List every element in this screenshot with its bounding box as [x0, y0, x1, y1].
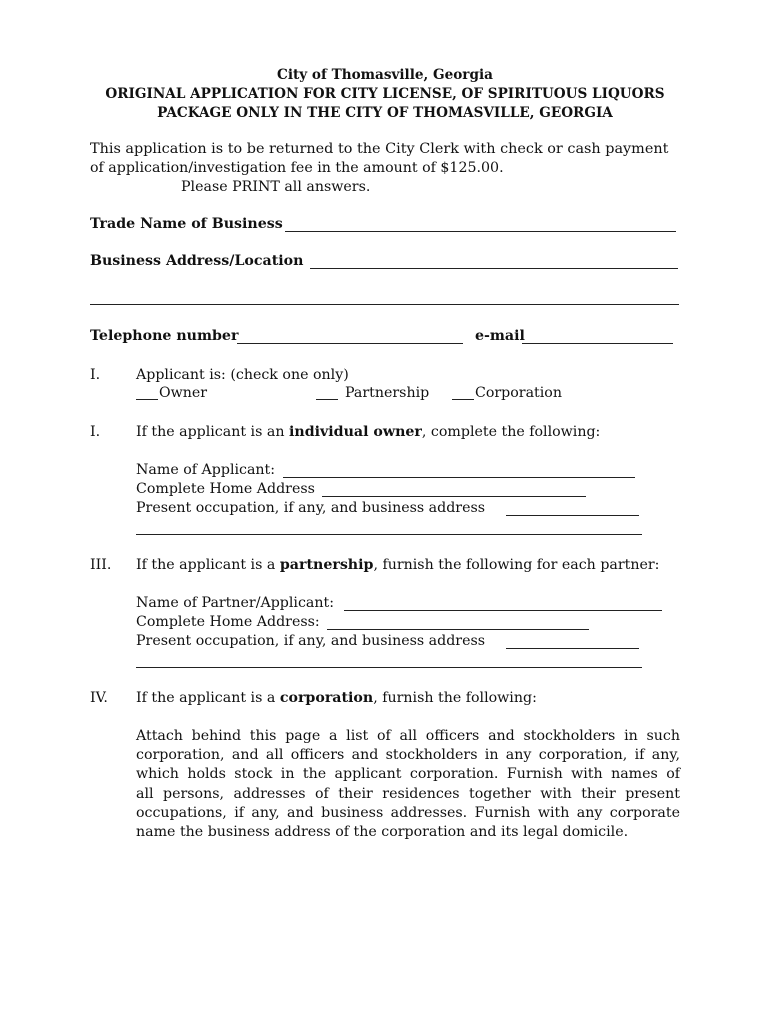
section-2-number: I. [90, 424, 101, 440]
header-city: City of Thomasville, Georgia [277, 67, 493, 83]
partner-name-label: Name of Partner/Applicant: [136, 595, 334, 611]
applicant-home-address-label: Complete Home Address [136, 481, 315, 497]
owner-checkbox[interactable] [136, 399, 158, 400]
header-title: ORIGINAL APPLICATION FOR CITY LICENSE, OF SPIRITUOUS LIQUORS [105, 86, 665, 102]
partner-occupation-label: Present occupation, if any, and business address [136, 633, 486, 649]
corporation-instructions-line-1: Attach behind this page a list of all officers and stockholders in such [136, 728, 680, 744]
applicant-occupation-field-line-2[interactable] [136, 534, 642, 535]
trade-name-field[interactable] [285, 231, 676, 232]
applicant-name-field[interactable] [283, 477, 635, 478]
intro-line-2: of application/investigation fee in the amount of $125.00. [90, 160, 504, 176]
telephone-field[interactable] [237, 343, 463, 344]
corporation-intro: If the applicant is a corporation, furnish the following: [136, 690, 537, 706]
corporation-instructions-line-5: occupations, if any, and business addresses. Furnish with any corporate [136, 804, 680, 821]
partner-occupation-field[interactable] [506, 648, 639, 649]
partner-name-field[interactable] [344, 610, 662, 611]
applicant-home-address-field[interactable] [322, 496, 586, 497]
business-address-field[interactable] [310, 268, 678, 269]
corporation-instructions-line-3: which holds stock in the applicant corporation. Furnish with names of [136, 766, 680, 783]
header-subtitle: PACKAGE ONLY IN THE CITY OF THOMASVILLE, GEORGIA [157, 105, 613, 121]
individual-owner-intro: If the applicant is an individual owner, complete the following: [136, 424, 601, 440]
business-address-label: Business Address/Location [90, 253, 304, 269]
partner-home-address-field[interactable] [327, 629, 589, 630]
owner-option-label: Owner [159, 385, 208, 401]
business-address-field-line-2[interactable] [90, 304, 679, 305]
trade-name-label: Trade Name of Business [90, 216, 283, 232]
section-4-number: IV. [90, 690, 108, 706]
partner-occupation-field-line-2[interactable] [136, 667, 642, 668]
corporation-instructions [136, 727, 680, 842]
applicant-occupation-label: Present occupation, if any, and business address [136, 500, 486, 516]
section-1-number: I. [90, 367, 101, 383]
partnership-intro: If the applicant is a partnership, furnish the following for each partner: [136, 557, 660, 573]
applicant-type-prompt: Applicant is: (check one only) [136, 367, 349, 383]
applicant-name-label: Name of Applicant: [136, 462, 276, 478]
partnership-option-label: Partnership [345, 385, 430, 401]
corporation-instructions-line-6: name the business address of the corporation and its legal domicile. [136, 824, 629, 841]
corporation-instructions-line-4: all persons, addresses of their residences together with their present [136, 785, 680, 802]
corporation-option-label: Corporation [475, 385, 562, 401]
email-label: e-mail [475, 328, 525, 344]
section-3-number: III. [90, 557, 112, 573]
partnership-checkbox[interactable] [316, 399, 338, 400]
corporation-checkbox[interactable] [452, 399, 474, 400]
intro-line-1: This application is to be returned to the City Clerk with check or cash payment [90, 141, 669, 157]
corporation-instructions-line-2: corporation, and all officers and stockholders in any corporation, if any, [136, 747, 680, 764]
email-field[interactable] [522, 343, 673, 344]
intro-line-3: Please PRINT all answers. [181, 179, 371, 195]
telephone-label: Telephone number [90, 328, 239, 344]
applicant-occupation-field[interactable] [506, 515, 639, 516]
partner-home-address-label: Complete Home Address: [136, 614, 320, 630]
